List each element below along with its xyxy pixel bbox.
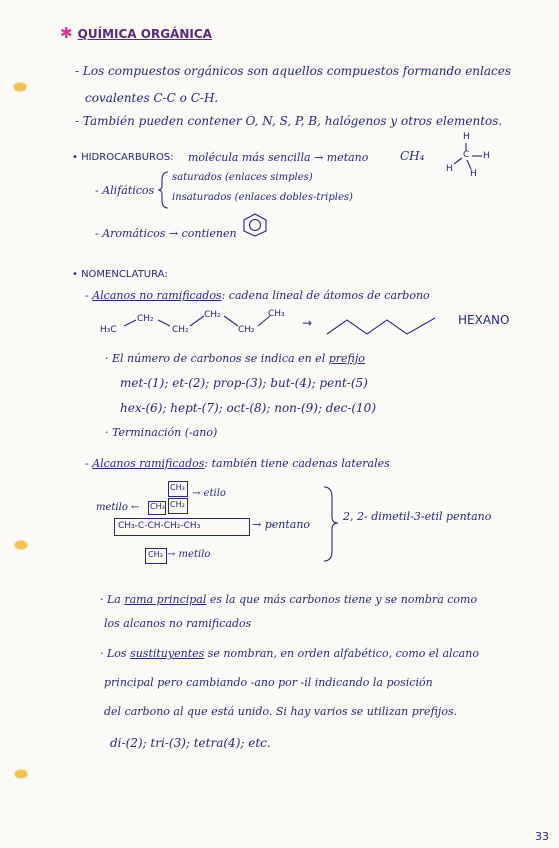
big-brace-icon	[322, 485, 342, 565]
intro-line-3: - También pueden contener O, N, S, P, B, halógenos y otros elementos.	[75, 114, 503, 128]
chain-group: CH₂	[238, 325, 255, 335]
methane-formula: CH₄	[400, 149, 425, 163]
branched-name: 2, 2- dimetil-3-etil pentano	[343, 510, 492, 523]
methane-bonds	[440, 130, 500, 180]
nomenclatura-heading: • NOMENCLATURA:	[72, 269, 168, 280]
metilo-bottom-label: → metilo	[167, 549, 211, 560]
intro-line-2: covalentes C-C o C-H.	[85, 91, 219, 105]
unbranched-text: : cadena lineal de átomos de carbono	[221, 289, 430, 302]
branched-title: Alcanos ramificados	[92, 457, 205, 470]
methane-atom: H	[470, 169, 477, 179]
prefijo-word: prefijo	[328, 352, 365, 365]
star-icon: ✱	[60, 24, 73, 42]
chain-group: H₃C	[100, 325, 117, 335]
brace-icon	[158, 170, 172, 210]
chain-group: CH₂	[137, 314, 154, 324]
etilo-label: → etilo	[192, 488, 226, 499]
unbranched-title: Alcanos no ramificados	[92, 289, 222, 302]
hexano-label: HEXANO	[458, 313, 510, 327]
metilo-left-label: metilo ←	[96, 502, 140, 513]
aliphatic-label: - Alifáticos	[95, 184, 155, 197]
chain-group: CH₃	[268, 309, 285, 319]
benzene-ring-icon	[242, 213, 268, 237]
skeletal-hexane-icon	[325, 310, 440, 340]
ethyl-ch2: CH₂	[170, 500, 185, 509]
binder-hole-1	[14, 83, 26, 91]
binder-hole-2	[15, 541, 27, 549]
chain-group: CH₂	[172, 325, 189, 335]
rule-2-pre: · Los	[100, 647, 127, 660]
rule-1-pre: · La	[100, 593, 121, 606]
rule-2-line-3: del carbono al que está unido. Si hay varios se utilizan prefijos.	[104, 705, 458, 718]
unbranched-row: - Alcanos no ramificados: cadena lineal de átomos de carbono	[85, 289, 430, 302]
page-title: QUÍMICA ORGÁNICA	[77, 27, 212, 41]
methane-atom: H	[483, 151, 490, 161]
methyl-left-ch3: CH₃	[150, 502, 165, 511]
branched-text: : también tiene cadenas laterales	[204, 457, 390, 470]
page-number: 33	[535, 830, 549, 843]
methane-atom: C	[463, 150, 470, 160]
rule-1-line-2: los alcanos no ramificados	[104, 617, 252, 630]
rule-1-line-1	[100, 594, 477, 605]
prefixes-line-2: hex-(6); hept-(7); oct-(8); non-(9); dec-(10)	[120, 401, 377, 415]
intro-line-1: - Los compuestos orgánicos son aquellos compuestos formando enlaces	[75, 64, 511, 78]
unsaturated-text: insaturados (enlaces dobles-triples)	[172, 192, 353, 203]
methyl-bottom-ch3: CH₃	[148, 550, 163, 559]
chain-group: CH₂	[204, 310, 221, 320]
rule-2-line-1	[100, 648, 479, 659]
rule-1-post: es la que más carbonos tiene y se nombra como	[209, 593, 478, 606]
rule-1-underlined: rama principal	[124, 593, 207, 606]
main-chain: CH₃-C-CH-CH₂-CH₃	[118, 521, 201, 531]
rule-2-line-2: principal pero cambiando -ano por -il indicando la posición	[104, 676, 433, 689]
saturated-text: saturados (enlaces simples)	[172, 172, 313, 183]
rule-2-underlined: sustituyentes	[130, 647, 205, 660]
rule-2-line-4: di-(2); tri-(3); tetra(4); etc.	[110, 736, 271, 750]
chain-bonds	[120, 309, 320, 342]
ethyl-ch3: CH₃	[170, 483, 185, 492]
methane-atom: H	[446, 164, 453, 174]
rule-2-post: se nombran, en orden alfabético, como el alcano	[207, 647, 479, 660]
branched-row: - Alcanos ramificados: también tiene cadenas laterales	[85, 457, 390, 470]
prefixes-line-1: met-(1); et-(2); prop-(3); but-(4); pent-(5)	[120, 376, 368, 390]
aromatic-label: - Aromáticos → contienen	[95, 227, 237, 240]
title-row	[60, 25, 212, 41]
ending-line: · Terminación (-ano)	[105, 426, 218, 439]
methane-atom: H	[463, 132, 470, 142]
hidrocarburos-heading: • HIDROCARBUROS:	[72, 152, 174, 163]
count-line-text: · El número de carbonos se indica en el	[105, 352, 326, 365]
hidrocarburos-text: molécula más sencilla → metano	[188, 151, 369, 164]
pentano-label: → pentano	[252, 518, 311, 531]
binder-hole-3	[15, 770, 27, 778]
chain-arrow: →	[302, 316, 313, 330]
count-line	[105, 353, 365, 364]
